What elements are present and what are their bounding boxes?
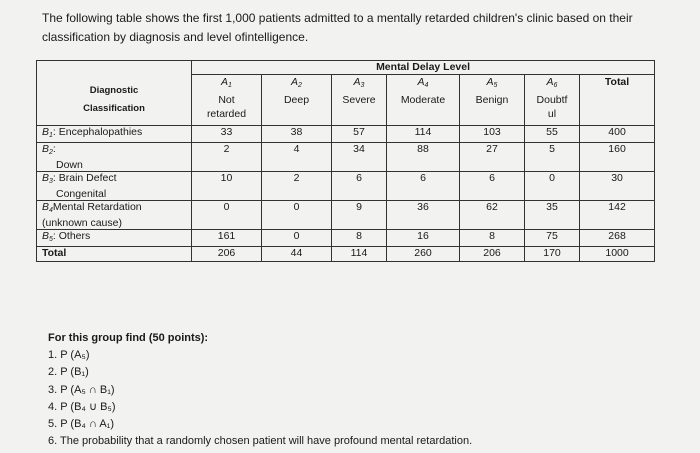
question-item: 2. P (B₁): [48, 366, 89, 379]
table-cell: 5: [525, 143, 580, 172]
data-table: [36, 60, 655, 262]
table-cell: 9: [332, 201, 387, 230]
col-header: [192, 75, 262, 126]
questions-heading: For this group find (50 points):: [48, 332, 209, 344]
table-cell: 114: [332, 247, 387, 262]
col-sub: 1: [228, 82, 232, 89]
table-cell: 10: [192, 172, 262, 201]
row-name: (unknown cause): [42, 217, 122, 229]
table-cell: 8: [460, 230, 525, 247]
question-item: 6. The probability that a randomly chosen patient will have profound mental retardation.: [48, 435, 473, 448]
class-header-line2: Classification: [83, 102, 145, 114]
table-cell: 75: [525, 230, 580, 247]
table-cell: 206: [460, 247, 525, 262]
col-label: Moderate: [400, 94, 446, 106]
table-cell: 16: [387, 230, 460, 247]
band-title: Mental Delay Level: [192, 61, 655, 75]
row-name: :: [52, 143, 56, 155]
table-cell: 268: [580, 230, 655, 247]
col-header: [262, 75, 332, 126]
col-sub: 4: [424, 82, 429, 89]
table-cell: 27: [460, 143, 525, 172]
row-label: [37, 201, 192, 230]
class-header-line1: Diagnostic: [89, 84, 139, 96]
table-cell: 1000: [580, 247, 655, 262]
table-cell: 44: [262, 247, 332, 262]
row-label: [37, 230, 192, 247]
intro-text: The following table shows the first 1,000 patients admitted to a mentally retarded children's clinic based on their classification by diagnosis and level ofintelligence.: [42, 11, 633, 44]
table-cell: 8: [332, 230, 387, 247]
col-code: A: [546, 76, 554, 88]
row-code: B: [42, 143, 50, 155]
table-cell: 4: [262, 143, 332, 172]
table-row: [37, 201, 655, 230]
row-sub: 5: [49, 236, 53, 243]
table-cell: 38: [262, 126, 332, 143]
col-code: A: [221, 76, 229, 88]
table-cell: 2: [192, 143, 262, 172]
row-code: B: [42, 201, 50, 213]
table-cell: 0: [262, 230, 332, 247]
question-list: [48, 330, 472, 450]
col-sub: 3: [360, 82, 365, 89]
col-label: retarded: [206, 108, 247, 120]
total-header: Total: [580, 75, 655, 126]
row-name: Down: [56, 159, 83, 171]
table-cell: 160: [580, 143, 655, 172]
row-sub: 3: [49, 178, 53, 185]
table-cell: 0: [192, 201, 262, 230]
row-label: [37, 172, 192, 201]
row-sub: 1: [49, 132, 53, 139]
table-cell: 34: [332, 143, 387, 172]
col-code: A: [291, 76, 299, 88]
col-header: [525, 75, 580, 126]
table-cell: 114: [387, 126, 460, 143]
row-name: : Brain Defect: [52, 172, 117, 184]
question-item: 1. P (A₅): [48, 349, 90, 362]
corner-cell: [37, 61, 192, 75]
col-label: Deep: [283, 94, 310, 106]
col-sub: 2: [298, 82, 302, 89]
col-code: A: [353, 76, 361, 88]
question-item: 4. P (B₄ ∪ B₅): [48, 400, 116, 413]
table-cell: 33: [192, 126, 262, 143]
total-row: [37, 247, 655, 262]
question-item: 5. P (B₄ ∩ A₁): [48, 418, 115, 431]
row-label: [37, 143, 192, 172]
table-row: [37, 172, 655, 201]
table-cell: 161: [192, 230, 262, 247]
col-label: Not: [218, 94, 235, 106]
table-cell: 88: [387, 143, 460, 172]
table-cell: 260: [387, 247, 460, 262]
row-name: Mental Retardation: [52, 201, 142, 213]
col-label: ul: [547, 108, 557, 120]
col-sub: 5: [493, 82, 498, 89]
total-row-label: Total: [37, 247, 192, 262]
row-name: Congenital: [56, 188, 107, 200]
question-item: 3. P (A₅ ∩ B₁): [48, 383, 115, 396]
col-sub: 6: [553, 82, 558, 89]
table-row: [37, 126, 655, 143]
table-cell: 206: [192, 247, 262, 262]
col-header: [332, 75, 387, 126]
class-header: [37, 75, 192, 126]
row-name: : Others: [52, 230, 91, 242]
col-label: Doubtf: [536, 94, 568, 106]
table-cell: 55: [525, 126, 580, 143]
table-cell: 170: [525, 247, 580, 262]
table-cell: 30: [580, 172, 655, 201]
table-row: [37, 143, 655, 172]
row-code: B: [42, 230, 50, 242]
table-cell: 2: [262, 172, 332, 201]
row-sub: 2: [49, 149, 53, 156]
table-row: [37, 230, 655, 247]
row-sub: 4: [49, 207, 53, 214]
table-cell: 35: [525, 201, 580, 230]
table-cell: 6: [387, 172, 460, 201]
table-cell: 57: [332, 126, 387, 143]
row-name: : Encephalopathies: [52, 126, 143, 138]
table-cell: 6: [460, 172, 525, 201]
col-code: A: [417, 76, 425, 88]
col-code: A: [486, 76, 494, 88]
table-cell: 6: [332, 172, 387, 201]
row-label: [37, 126, 192, 143]
table-cell: 0: [525, 172, 580, 201]
col-label: Severe: [342, 94, 376, 106]
col-header: [460, 75, 525, 126]
table-cell: 62: [460, 201, 525, 230]
row-code: B: [42, 126, 50, 138]
table-cell: 0: [262, 201, 332, 230]
col-label: Benign: [475, 94, 509, 106]
col-header: [387, 75, 460, 126]
table-cell: 400: [580, 126, 655, 143]
row-code: B: [42, 172, 50, 184]
table-cell: 36: [387, 201, 460, 230]
table-cell: 103: [460, 126, 525, 143]
table-cell: 142: [580, 201, 655, 230]
